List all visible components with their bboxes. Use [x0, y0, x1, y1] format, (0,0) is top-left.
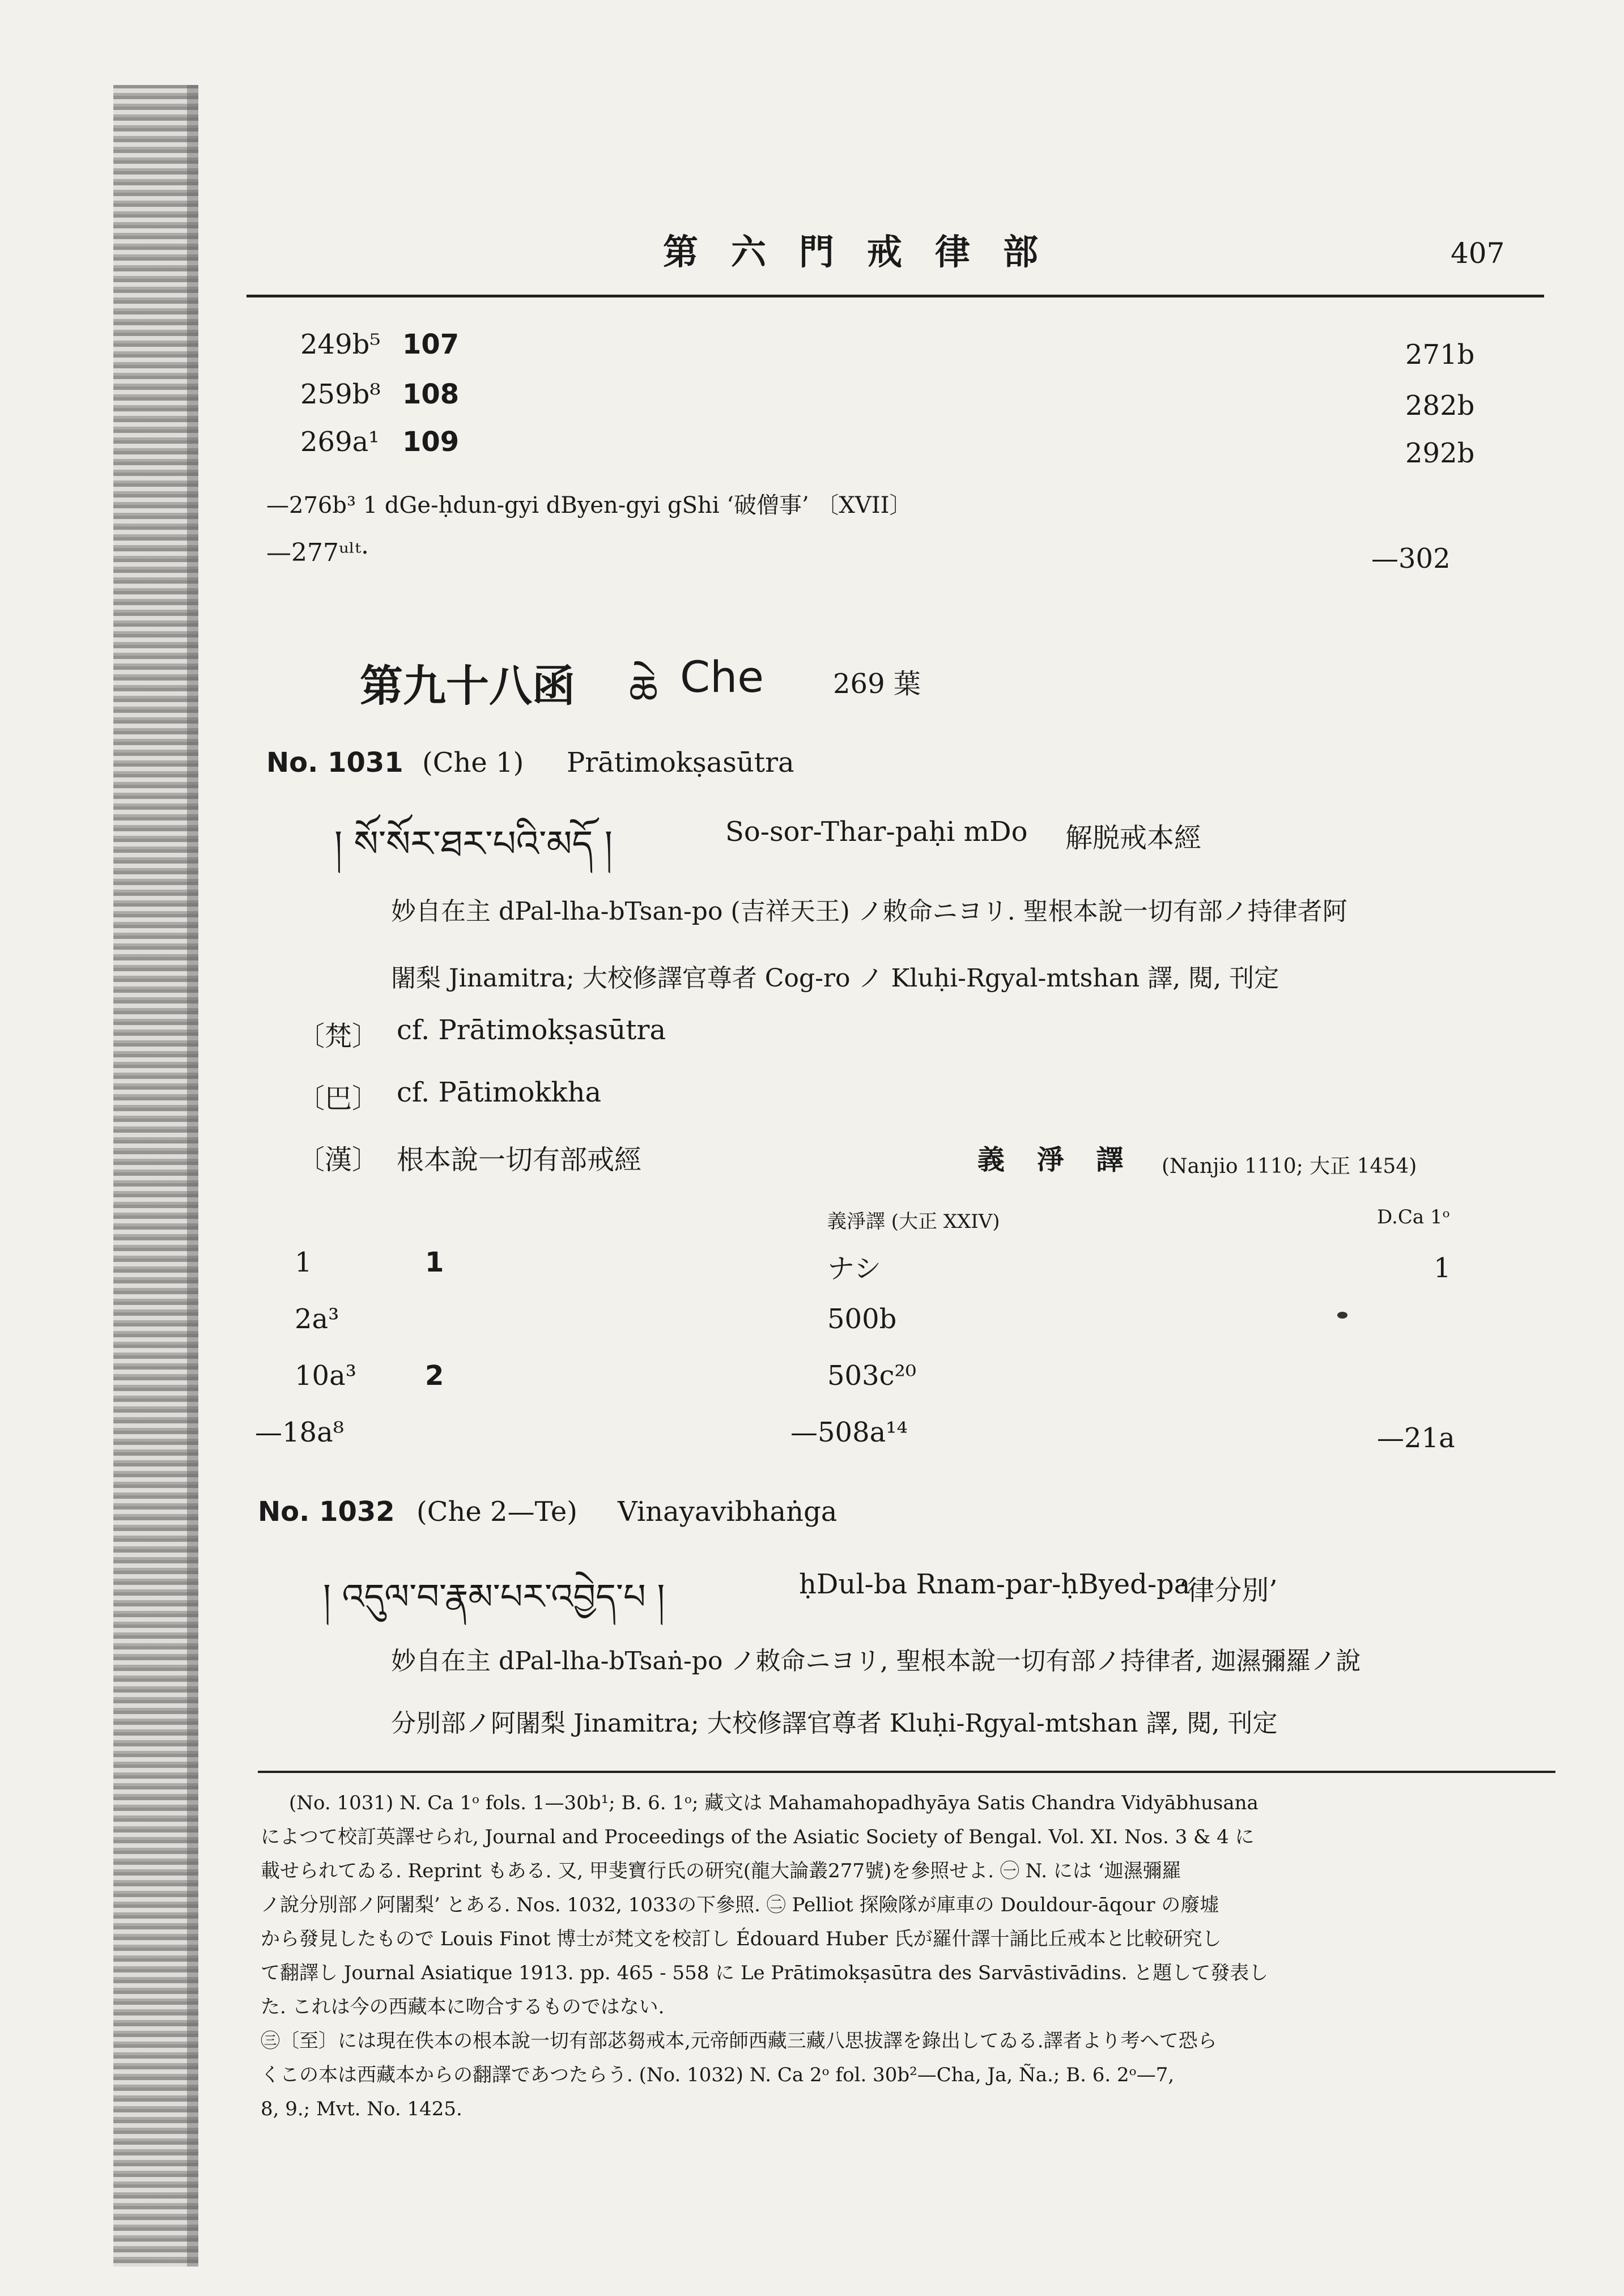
cont-num-2: 108: [402, 379, 460, 410]
han-text: 根本說一切有部戒經: [397, 1144, 642, 1176]
footnote-line: 載せられてゐる. Reprint もある. 又, 甲斐寶行氏の研究(龍大論叢277號)を參照せよ. ㊀ N. には ‘迦濕彌羅: [261, 1860, 1181, 1882]
page-header: 第六門戒律部: [663, 231, 1072, 273]
han-reference: (Nanjio 1110; 大正 1454): [1162, 1155, 1417, 1178]
entry-1031-chinese-title: 解脱戒本經: [1065, 822, 1202, 854]
table-row-2-a: 2a³: [295, 1303, 339, 1335]
entry-1032-ref: (Che 2—Te): [416, 1496, 577, 1528]
han-translator: 義 淨 譯: [977, 1144, 1135, 1176]
table-head-right: D.Ca 1ᵒ: [1377, 1206, 1450, 1228]
cont-right-1: 271b: [1405, 339, 1475, 371]
han-label: 〔漢〕: [297, 1144, 380, 1176]
pa-label: 〔巴〕: [297, 1083, 380, 1115]
scan-edge-shadow: [113, 85, 198, 2267]
ink-speck: [1337, 1312, 1347, 1319]
footnote-line: 8, 9.; Mvt. No. 1425.: [261, 2098, 462, 2120]
table-row-1-b: 1: [425, 1247, 444, 1278]
table-row-3-b: 2: [425, 1360, 444, 1392]
cont-folio-1: 249b⁵: [300, 329, 381, 360]
cont-folio-2: 259b⁸: [300, 379, 381, 410]
cont-end-line-1: —276b³ 1 dGe-ḥdun-gyi dByen-gyi gShi ‘破僧事’ 〔XVII〕: [266, 492, 912, 518]
entry-1032-colophon-1: 妙自在主 dPal-lha-bTsaṅ-po ノ敕命ニヨリ, 聖根本說一切有部ノ持律者, 迦濕彌羅ノ說: [391, 1647, 1361, 1676]
entry-1031-ref: (Che 1): [422, 747, 524, 779]
table-head-mid: 義淨譯 (大正 XXIV): [827, 1210, 1000, 1233]
entry-1031-colophon-1: 妙自在主 dPal-lha-bTsan-po (吉祥天王) ノ敕命ニヨリ. 聖根本說一切有部ノ持律者阿: [391, 897, 1347, 926]
cont-folio-3: 269a¹: [300, 426, 380, 458]
cont-right-3: 292b: [1405, 437, 1475, 469]
cont-right-2: 282b: [1405, 390, 1475, 422]
entry-1031-tibetan-title: ། སོ་སོར་ཐར་པའི་མདོ །: [334, 823, 613, 865]
table-row-3-c: 503c²⁰: [827, 1360, 916, 1392]
volume-title: 第九十八函: [360, 661, 575, 711]
footnote-rule: [258, 1771, 1555, 1773]
cont-end-right: —302: [1371, 543, 1451, 575]
fan-text: cf. Prātimokṣasūtra: [397, 1014, 666, 1046]
table-row-4-a: —18a⁸: [255, 1417, 344, 1448]
volume-leaves: 269 葉: [833, 668, 921, 700]
entry-1032-chinese-title: ‘律分別’: [1179, 1575, 1278, 1606]
entry-1031-label: No. 1031: [266, 747, 403, 779]
footnote-line: くこの本は西藏本からの翻譯であつたらう. (No. 1032) N. Ca 2ᵒ fol. 30b²—Cha, Ja, Ña.; B. 6. 2ᵒ—7,: [261, 2064, 1175, 2086]
table-row-3-a: 10a³: [295, 1360, 356, 1392]
footnote-line: によつて校訂英譯せられ, Journal and Proceedings of the Asiatic Society of Bengal. Vol. XI. Nos. 3 & 4 に: [261, 1826, 1255, 1848]
table-row-1-d: 1: [1434, 1252, 1451, 1284]
footnote-line: た. これは今の西藏本に吻合するものではない.: [261, 1996, 665, 2018]
volume-roman: Che: [680, 652, 764, 702]
table-row-2-c: 500b: [827, 1303, 897, 1335]
table-row-1-a: 1: [295, 1247, 312, 1278]
page-number: 407: [1451, 237, 1505, 270]
cont-num-3: 109: [402, 426, 460, 458]
cont-num-1: 107: [402, 329, 460, 360]
table-row-4-c: —508a¹⁴: [790, 1417, 908, 1448]
table-row-4-d: —21a: [1377, 1422, 1455, 1454]
table-row-1-c: ナシ: [827, 1253, 882, 1285]
entry-1031-colophon-2: 闍梨 Jinamitra; 大校修譯官尊者 Cog-ro ノ Kluḥi-Rgyal-mtshan 譯, 閱, 刊定: [391, 964, 1279, 993]
footnote-line: (No. 1031) N. Ca 1ᵒ fols. 1—30b¹; B. 6. 1ᵒ; 藏文は Mahamahopadhyāya Satis Chandra Vidyābhusana: [289, 1792, 1259, 1814]
entry-1032-tibetan-title: ། འདུལ་བ་རྣམ་པར་འབྱེད་པ །: [323, 1576, 665, 1617]
footnote-line: から發見したもので Louis Finot 博士が梵文を校訂し Édouard Huber 氏が羅什譯十誦比丘戒本と比較研究し: [261, 1928, 1222, 1950]
footnote-line: て翻譯し Journal Asiatique 1913. pp. 465 - 558 に Le Prātimokṣasūtra des Sarvāstivādins. と題して發表し: [261, 1962, 1269, 1984]
footnote-line: ㊂〔至〕には現在佚本の根本說一切有部苾芻戒本,元帝師西藏三藏八思拔譯を錄出してゐる.譯者より考へて恐ら: [261, 2030, 1217, 2052]
fan-label: 〔梵〕: [297, 1021, 380, 1052]
pa-text: cf. Pātimokkha: [397, 1077, 602, 1108]
volume-tibetan-letter: ཆེ: [629, 666, 658, 714]
entry-1032-tibetan-roman: ḥDul-ba Rnam-par-ḥByed-pa: [799, 1568, 1191, 1600]
header-rule: [246, 295, 1544, 297]
entry-1032-sanskrit: Vinayavibhaṅga: [618, 1496, 837, 1528]
footnote-line: ノ說分別部ノ阿闍梨’ とある. Nos. 1032, 1033の下參照. ㊁ Pelliot 探險隊が庫車の Douldour-āqour の廢墟: [261, 1894, 1219, 1916]
cont-end-left: —277ᵘˡᵗ·: [266, 538, 369, 567]
entry-1031-tibetan-roman: So-sor-Thar-paḥi mDo: [725, 816, 1028, 848]
entry-1032-colophon-2: 分別部ノ阿闍梨 Jinamitra; 大校修譯官尊者 Kluḥi-Rgyal-mtshan 譯, 閱, 刊定: [391, 1709, 1278, 1738]
scan-edge-line: [187, 85, 198, 2267]
entry-1032-label: No. 1032: [258, 1496, 395, 1528]
entry-1031-sanskrit: Prātimokṣasūtra: [567, 747, 794, 779]
